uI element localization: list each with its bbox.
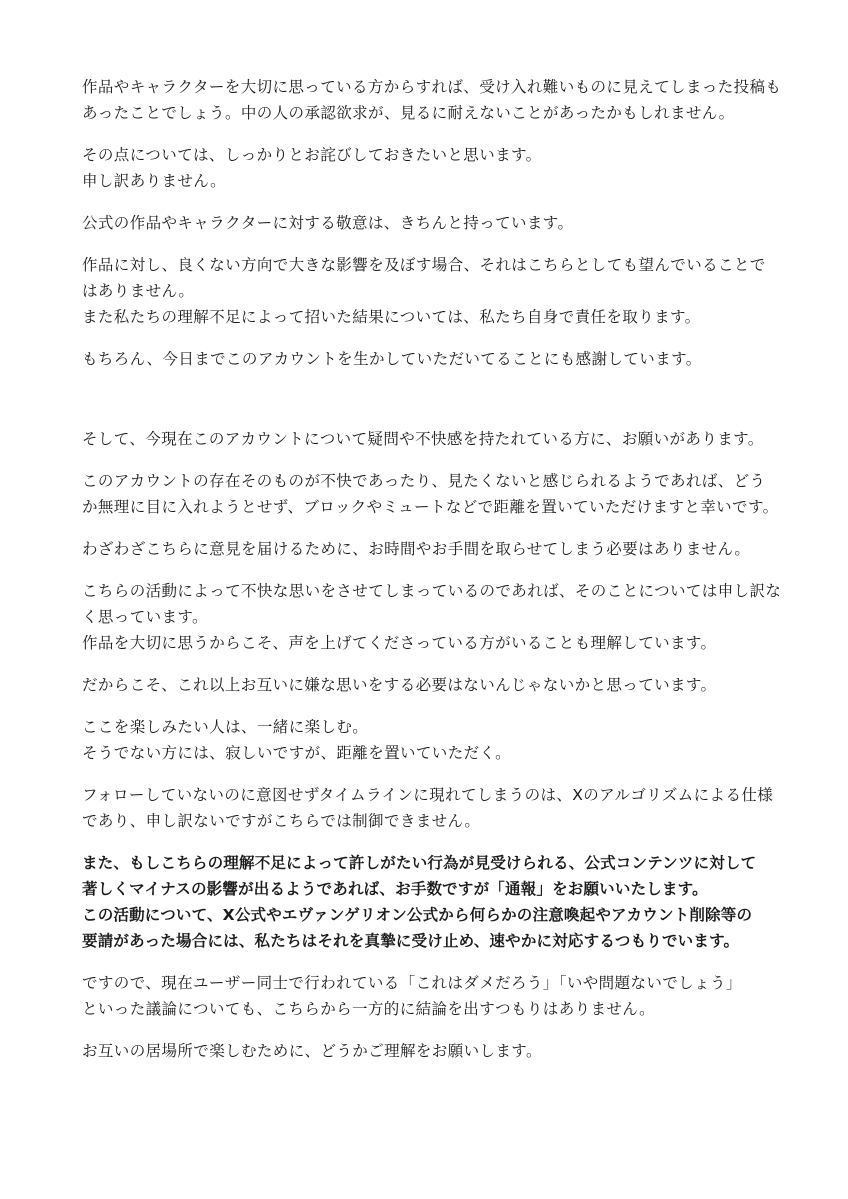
text-line: こちらの活動によって不快な思いをさせてしまっているのであれば、そのことについては申し訳な [82, 582, 782, 600]
text-line: お互いの居場所で楽しむために、どうかご理解をお願いします。 [82, 1042, 542, 1060]
text-line: といった議論についても、こちらから一方的に結論を出すつもりはありません。 [82, 1000, 656, 1018]
paragraph [82, 346, 782, 372]
text-line: また私たちの理解不足によって招いた結果については、私たち自身で責任を取ります。 [82, 308, 701, 326]
paragraph [82, 426, 782, 452]
paragraph [82, 536, 782, 562]
paragraph [82, 714, 782, 766]
paragraph [82, 1038, 782, 1064]
text-line: か無理に目に入れようとせず、ブロックやミュートなどで距離を置いていただけますと幸いです。 [82, 498, 779, 516]
paragraph [82, 74, 782, 126]
paragraph [82, 782, 782, 834]
text-line: だからこそ、これ以上お互いに嫌な思いをする必要はないんじゃないかと思っています。 [82, 676, 717, 694]
text-line: ここを楽しみたい人は、一緒に楽しむ。 [82, 718, 369, 736]
text-line: また、もしこちらの理解不足によって許しがたい行為が見受けられる、公式コンテンツに対して [82, 854, 757, 872]
text-line: その点については、しっかりとお詫びしておきたいと思います。 [82, 146, 542, 164]
text-line: このアカウントの存在そのものが不快であったり、見たくないと感じられるようであれば、どう [82, 472, 766, 490]
paragraph [82, 970, 782, 1022]
text-line: そうでない方には、寂しいですが、距離を置いていただく。 [82, 744, 511, 762]
paragraph [82, 578, 782, 656]
paragraph [82, 672, 782, 698]
paragraph [82, 210, 782, 236]
text-line: 作品を大切に思うからこそ、声を上げてくださっている方がいることも理解しています。 [82, 634, 717, 652]
document-body [82, 74, 782, 1080]
text-line: く思っています。 [82, 608, 208, 626]
text-line: フォローしていないのに意図せずタイムラインに現れてしまうのは、Xのアルゴリズムによる仕様 [82, 786, 774, 804]
text-line: そして、今現在このアカウントについて疑問や不快感を持たれている方に、お願いがあります。 [82, 430, 764, 448]
text-line: はありません。 [82, 282, 195, 300]
paragraph [82, 142, 782, 194]
text-line: ですので、現在ユーザー同士で行われている「これはダメだろう」「いや問題ないでしょう」 [82, 974, 742, 992]
text-line: 作品やキャラクターを大切に思っている方からすれば、受け入れ難いものに見えてしまった投稿も [82, 78, 782, 96]
text-line: わざわざこちらに意見を届けるために、お時間やお手間を取らせてしまう必要はありません。 [82, 540, 751, 558]
paragraph [82, 468, 782, 520]
text-line: 作品に対し、良くない方向で大きな影響を及ぼす場合、それはこちらとしても望んでいることで [82, 256, 766, 274]
emphasis-paragraph [82, 850, 782, 954]
section-spacer [82, 388, 782, 426]
text-line: もちろん、今日までこのアカウントを生かしていただいてることにも感謝しています。 [82, 350, 702, 368]
text-line: 公式の作品やキャラクターに対する敬意は、きちんと持っています。 [82, 214, 574, 232]
paragraph [82, 252, 782, 330]
text-line: であり、申し訳ないですがこちらでは制御できません。 [82, 812, 481, 830]
text-line: あったことでしょう。中の人の承認欲求が、見るに耐えないことがあったかもしれません。 [82, 104, 735, 122]
text-line: この活動について、X公式やエヴァンゲリオン公式から何らかの注意喚起やアカウント削除等の [82, 906, 753, 924]
text-line: 申し訳ありません。 [82, 172, 227, 190]
text-line: 要請があった場合には、私たちはそれを真摯に受け止め、速やかに対応するつもりでいます。 [82, 932, 740, 950]
text-line: 著しくマイナスの影響が出るようであれば、お手数ですが「通報」をお願いいたします。 [82, 880, 708, 898]
